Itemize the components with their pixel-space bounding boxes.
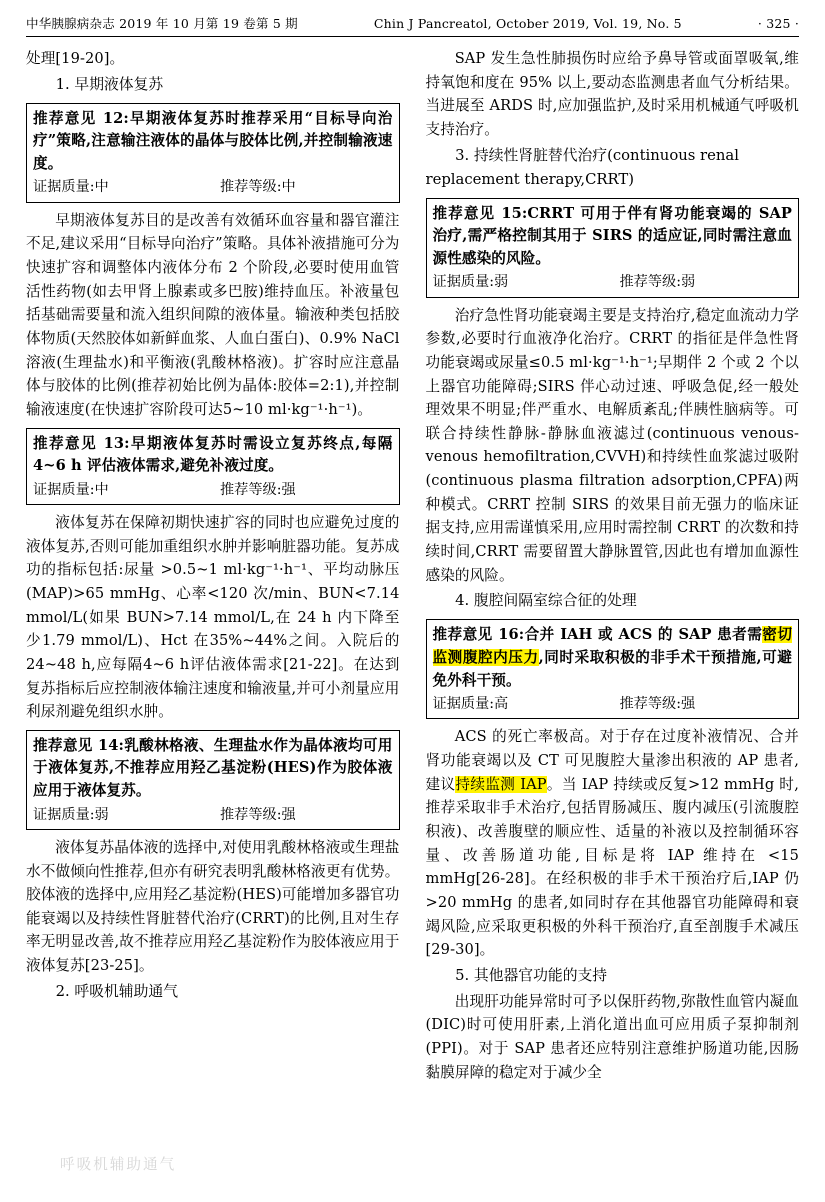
- recommendation-grade-16: 推荐等级:强: [619, 696, 696, 713]
- recommendation-grade-13: 推荐等级:强: [219, 481, 296, 498]
- section-heading-4: 4. 腹腔间隔室综合征的处理: [455, 592, 637, 610]
- evidence-quality-14: 证据质量:弱: [33, 806, 109, 823]
- recommendation-13-text: 推荐意见 13:早期液体复苏时需设立复苏终点,每隔4~6 h 评估液体需求,避免补液过度。: [33, 434, 393, 475]
- right-column: [426, 47, 800, 1084]
- evidence-quality-15: 证据质量:弱: [432, 274, 509, 291]
- journal-title-cn: 中华胰腺病杂志 2019 年 10 月第 19 卷第 5 期: [26, 16, 298, 31]
- watermark-text: 呼吸机辅助通气: [60, 1156, 177, 1173]
- recommendation-16-highlight: 密切监测腹腔内压力: [432, 626, 793, 666]
- two-column-body: [26, 47, 799, 1084]
- paragraph-left-1: 早期液体复苏目的是改善有效循环血容量和器官灌注不足,建议采用“目标导向治疗”策略。具体补液措施可分为快速扩容和调整体内液体分布 2 个阶段,必要时使用血管活性药物(如去甲肾上腺素或多巴胺)维持血压。补液量包括基础需要量和流入组织间隙的液体量。输液种类包括胶体物质(天然胶体如新鲜血浆、人血白蛋白)、0.9% NaCl 溶液(生理盐水)和平衡液(乳酸林格液)。扩容时应注意晶体与胶体的比例(推荐初始比例为晶体:胶体=2:1),并控制输液速度(在快速扩容阶段可达5~10 ml·kg⁻¹·h⁻¹)。: [26, 211, 400, 418]
- recommendation-16-part-a: 推荐意见 16:合并 IAH 或 ACS 的 SAP 患者需: [432, 626, 763, 644]
- recommendation-box-12: [26, 103, 400, 203]
- recommendation-12-text: 推荐意见 12:早期液体复苏时推荐采用“目标导向治疗”策略,注意输注液体的晶体与胶体比例,并控制输液速度。: [33, 109, 393, 172]
- recommendation-16-text: [433, 624, 793, 692]
- paragraph-right-3-highlight: 持续监测 IAP: [455, 775, 547, 793]
- recommendation-12-meta: [33, 177, 393, 198]
- paragraph-right-3: [426, 725, 800, 961]
- section-heading-1: 1. 早期液体复苏: [55, 75, 164, 93]
- paragraph-left-2: 液体复苏在保障初期快速扩容的同时也应避免过度的液体复苏,否则可能加重组织水肿并影响脏器功能。复苏成功的指标包括:尿量 >0.5~1 ml·kg⁻¹·h⁻¹、平均动脉压(MAP)>65 mmHg、心率<120 次/min、BUN<7.14 mmol/L(如果 BUN>7.14 mmol/L,在 24 h 内下降至少1.79 mmol/L)、Hct 在35%~44%之间。入院后的24~48 h,应每隔4~6 h评估液体需求[21-22]。在达到复苏指标后应控制液体输注速度和输液量,并可小剂量应用利尿剂避免组织水肿。: [26, 514, 400, 721]
- recommendation-grade-12: 推荐等级:中: [219, 179, 296, 196]
- recommendation-14-text: 推荐意见 14:乳酸林格液、生理盐水作为晶体液均可用于液体复苏,不推荐应用羟乙基淀粉(HES)作为胶体液应用于液体复苏。: [33, 736, 393, 799]
- recommendation-box-13: [26, 428, 400, 506]
- recommendation-14-meta: [33, 805, 393, 826]
- recommendation-box-14: [26, 730, 400, 830]
- section-heading-5: 5. 其他器官功能的支持: [455, 966, 608, 984]
- recommendation-15-meta: [433, 272, 793, 293]
- paragraph-right-2: 治疗急性肾功能衰竭主要是支持治疗,稳定血流动力学参数,必要时行血液净化治疗。CRRT 的指征是伴急性肾功能衰竭或尿量≤0.5 ml·kg⁻¹·h⁻¹;早期伴 2 个或 2 个以上器官功能障碍;SIRS 伴心动过速、呼吸急促,经一般处理效果不明显;伴严重水、电解质紊乱;伴胰性脑病等。可联合持续性静脉-静脉血液滤过(continuous venous-venous hemofiltration,CVVH)和持续性血浆滤过吸附(continuous plasma filtration adsorption,CPFA)两种模式。CRRT 控制 SIRS 的效果目前无强力的临床证据支持,应用需谨慎采用,应用时需控制 CRRT 的次数和持续时间,CRRT 需要留置大静脉置管,因此也有增加血源性感染的风险。: [425, 306, 799, 584]
- recommendation-box-16: [426, 619, 800, 719]
- paragraph-right-3-part-a: ACS 的死亡率极高。对于存在过度补液情况、合并肾功能衰竭以及 CT 可见腹腔大量渗出积液的 AP 患者,建议: [425, 728, 799, 793]
- recommendation-grade-15: 推荐等级:弱: [619, 274, 696, 291]
- recommendation-15-text: 推荐意见 15:CRRT 可用于伴有肾功能衰竭的 SAP 治疗,需严格控制其用于 SIRS 的适应证,同时需注意血源性感染的风险。: [432, 204, 792, 267]
- recommendation-16-meta: [433, 694, 793, 715]
- paragraph-left-3: 液体复苏晶体液的选择中,对使用乳酸林格液或生理盐水不做倾向性推荐,但亦有研究表明乳酸林格液更有优势。胶体液的选择中,应用羟乙基淀粉(HES)可能增加多器官功能衰竭以及持续性肾脏替代治疗(CRRT)的比例,且对生存率无明显改善,故不推荐应用羟乙基淀粉作为胶体液应用于液体复苏[23-25]。: [26, 838, 400, 975]
- page-header: [26, 14, 799, 37]
- evidence-quality-13: 证据质量:中: [33, 481, 109, 498]
- evidence-quality-12: 证据质量:中: [33, 179, 109, 196]
- recommendation-box-15: [426, 198, 800, 298]
- left-column: [26, 47, 400, 1006]
- section-heading-2: 2. 呼吸机辅助通气: [55, 982, 178, 1000]
- paragraph-right-1: SAP 发生急性肺损伤时应给予鼻导管或面罩吸氧,维持氧饱和度在 95% 以上,要动态监测患者血气分析结果。当进展至 ARDS 时,应加强监护,及时采用机械通气呼吸机支持治疗。: [425, 50, 799, 138]
- lead-text: 处理[19-20]。: [26, 50, 125, 67]
- paragraph-right-3-part-b: 。当 IAP 持续或反复>12 mmHg 时,推荐采取非手术治疗,包括胃肠减压、腹内减压(引流腹腔积液)、改善腹壁的顺应性、适量的补液以及控制循环容量、改善肠道功能,目标是将 IAP 维持在 <15 mmHg[26-28]。在经积极的非手术干预治疗后,IAP 仍>20 mmHg 的患者,如同时存在其他器官功能障碍和衰竭风险,应采取更积极的外科干预治疗,直至剖腹手术减压[29-30]。: [425, 775, 799, 959]
- evidence-quality-16: 证据质量:高: [432, 696, 509, 713]
- paragraph-right-4: 出现肝功能异常时可予以保肝药物,弥散性血管内凝血(DIC)时可使用肝素,上消化道出血可应用质子泵抑制剂(PPI)。对于 SAP 患者还应特别注意维护肠道功能,因肠黏膜屏障的稳定对于减少全: [425, 992, 799, 1081]
- journal-title-en: Chin J Pancreatol, October 2019, Vol. 19, No. 5: [373, 16, 682, 31]
- section-heading-3: 3. 持续性肾脏替代治疗(continuous renal replacement therapy,CRRT): [425, 146, 739, 188]
- recommendation-16-part-b: ,同时采取积极的非手术干预措施,可避免外科干预。: [432, 648, 793, 689]
- page-number: · 325 ·: [757, 16, 799, 31]
- recommendation-grade-14: 推荐等级:强: [219, 806, 296, 823]
- recommendation-13-meta: [33, 480, 393, 501]
